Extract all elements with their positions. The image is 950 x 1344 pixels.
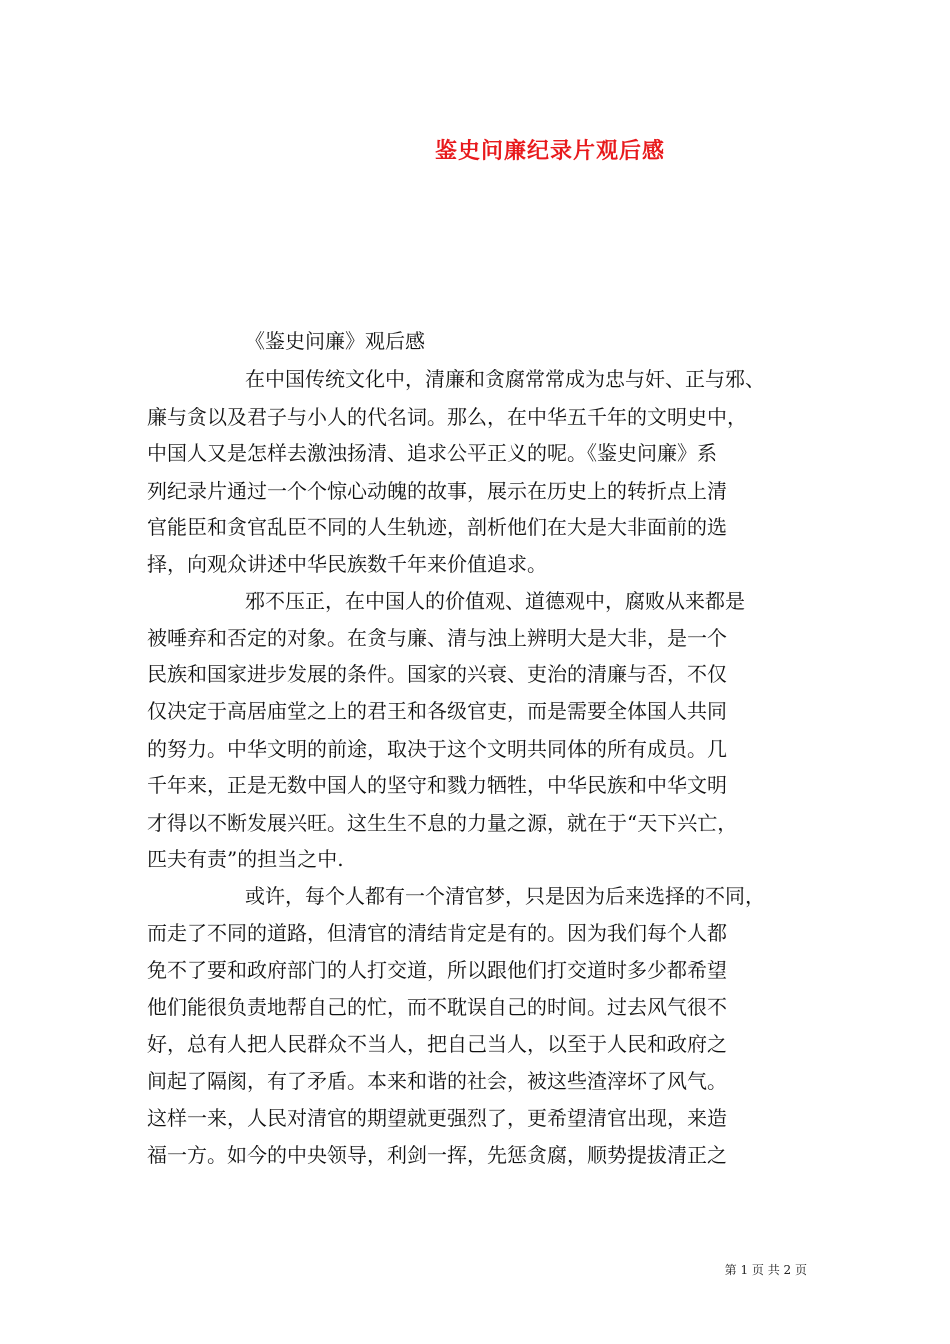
document-title: 鉴史问廉纪录片观后感 (434, 138, 665, 164)
document-subtitle: 《鉴史问廉》观后感 (245, 329, 425, 353)
paragraph-line: 廉与贪以及君子与小人的代名词。那么，在中华五千年的文明史中， (147, 405, 747, 429)
paragraph-line: 中国人又是怎样去激浊扬清、追求公平正义的呢。《鉴史问廉》系 (147, 441, 717, 465)
paragraph-line: 好，总有人把人民群众不当人，把自己当人，以至于人民和政府之 (147, 1032, 727, 1056)
paragraph-line: 官能臣和贪官乱臣不同的人生轨迹，剖析他们在大是大非面前的选 (147, 515, 727, 539)
paragraph-line: 免不了要和政府部门的人打交道，所以跟他们打交道时多少都希望 (147, 958, 727, 982)
paragraph-line: 列纪录片通过一个个惊心动魄的故事，展示在历史上的转折点上清 (147, 479, 727, 503)
paragraph-line: 或许，每个人都有一个清官梦，只是因为后来选择的不同， (245, 884, 765, 908)
paragraph-line: 被唾弃和否定的对象。在贪与廉、清与浊上辨明大是大非，是一个 (147, 626, 727, 650)
paragraph-line: 邪不压正，在中国人的价值观、道德观中，腐败从来都是 (245, 589, 745, 613)
paragraph-line: 间起了隔阂，有了矛盾。本来和谐的社会，被这些渣滓坏了风气。 (147, 1069, 727, 1093)
paragraph-line: 福一方。如今的中央领导，利剑一挥，先惩贪腐，顺势提拔清正之 (147, 1143, 727, 1167)
paragraph-line: 择，向观众讲述中华民族数千年来价值追求。 (147, 552, 547, 576)
paragraph-line: 他们能很负责地帮自己的忙，而不耽误自己的时间。过去风气很不 (147, 995, 727, 1019)
paragraph-line: 这样一来，人民对清官的期望就更强烈了，更希望清官出现，来造 (147, 1106, 727, 1130)
paragraph-line: 的努力。中华文明的前途，取决于这个文明共同体的所有成员。几 (147, 737, 727, 761)
paragraph-line: 在中国传统文化中，清廉和贪腐常常成为忠与奸、正与邪、 (245, 367, 765, 391)
paragraph-line: 匹夫有责”的担当之中. (147, 847, 344, 871)
page-number-footer: 第 1 页 共 2 页 (724, 1263, 807, 1277)
paragraph-line: 民族和国家进步发展的条件。国家的兴衰、吏治的清廉与否，不仅 (147, 662, 727, 686)
paragraph-line: 仅决定于高居庙堂之上的君王和各级官吏，而是需要全体国人共同 (147, 699, 727, 723)
paragraph-line: 而走了不同的道路，但清官的清结肯定是有的。因为我们每个人都 (147, 921, 727, 945)
paragraph-line: 才得以不断发展兴旺。这生生不息的力量之源，就在于“天下兴亡， (147, 811, 738, 835)
paragraph-line: 千年来，正是无数中国人的坚守和戮力牺牲，中华民族和中华文明 (147, 773, 727, 797)
